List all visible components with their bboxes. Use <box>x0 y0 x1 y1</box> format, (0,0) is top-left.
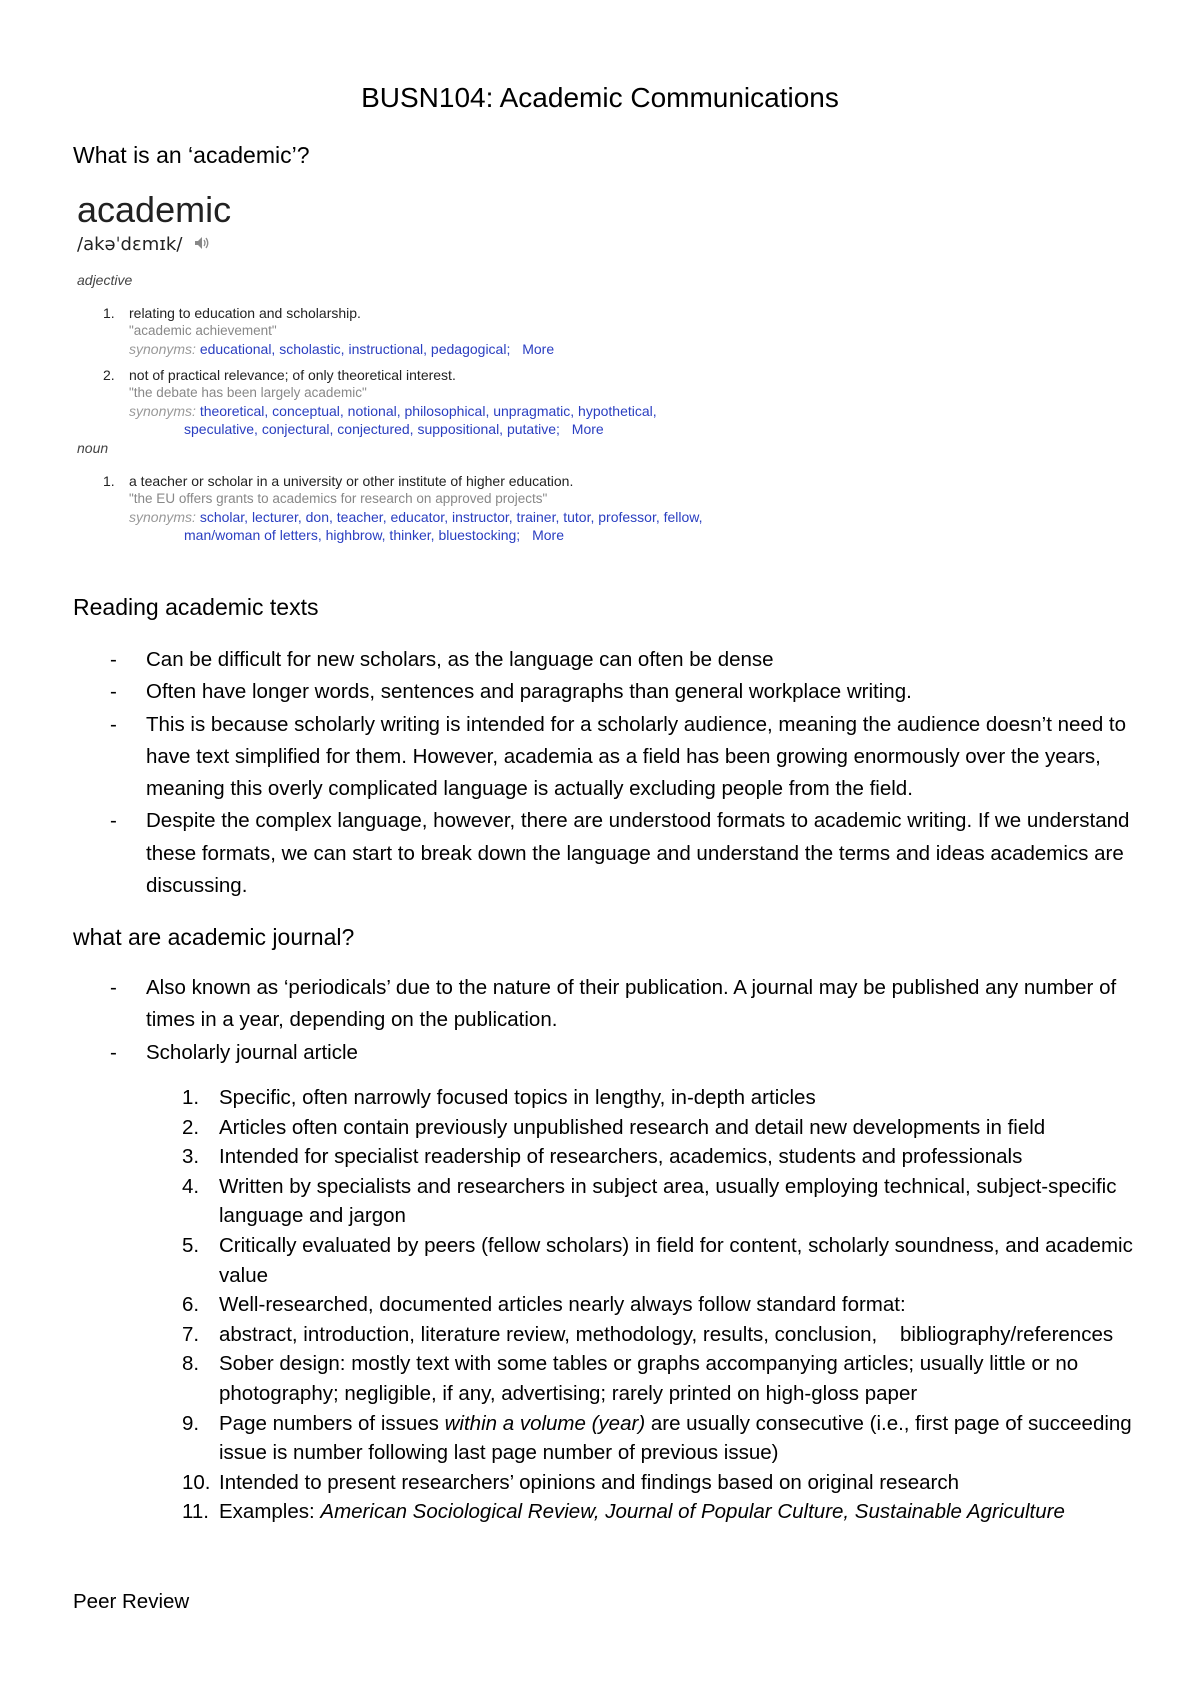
sense-synonyms <box>129 508 703 526</box>
list-item: - This is because scholarly writing is intended for a scholarly audience, meaning the audience doesn’t need to have text simplified for them. However, academia as a field has been growing enormously over the years, meaning this overly complicated language is actually excluding people from the field. <box>0 709 1200 806</box>
more-link[interactable]: More <box>532 527 564 543</box>
item-text: Critically evaluated by peers (fellow scholars) in field for content, scholarly soundness, and academic value <box>219 1233 1133 1287</box>
speaker-icon[interactable] <box>194 234 210 256</box>
item-text-italic: American Sociological Review, Journal of Popular Culture, Sustainable Agriculture <box>320 1500 1065 1524</box>
item-number: 10. <box>182 1470 211 1494</box>
sense-synonyms <box>129 340 554 358</box>
heading-reading-academic-texts: Reading academic texts <box>73 594 319 620</box>
reading-bullets <box>0 644 1200 902</box>
item-number: 9. <box>182 1411 200 1435</box>
heading-what-is-academic: What is an ‘academic’? <box>73 142 310 168</box>
numbered-item <box>0 1497 1200 1527</box>
sense-definition: a teacher or scholar in a university or other institute of higher education. <box>129 473 574 489</box>
document-title: BUSN104: Academic Communications <box>361 82 839 113</box>
item-number: 3. <box>182 1145 200 1169</box>
list-item: - Can be difficult for new scholars, as the language can often be dense <box>0 644 1200 676</box>
item-number: 7. <box>182 1322 200 1346</box>
dictionary-pronunciation <box>77 234 210 256</box>
numbered-item <box>0 1172 1200 1231</box>
sense-number: 2. <box>103 367 115 383</box>
sense-example: "academic achievement" <box>129 323 277 338</box>
more-link[interactable]: More <box>571 421 604 437</box>
numbered-item <box>0 1142 1200 1172</box>
sense-example: "the debate has been largely academic" <box>129 385 367 400</box>
heading-peer-review: Peer Review <box>73 1590 190 1613</box>
list-item: - Also known as ‘periodicals’ due to the nature of their publication. A journal may be published any number of times in a year, depending on the publication. <box>0 972 1200 1037</box>
item-number: 6. <box>182 1293 200 1317</box>
synonyms-list-continued[interactable]: man/woman of letters, highbrow, thinker, bluestocking; <box>184 527 521 543</box>
list-item: - Scholarly journal article <box>0 1037 1200 1069</box>
dictionary-word: academic <box>77 189 232 230</box>
numbered-item <box>0 1409 1200 1468</box>
item-text: Articles often contain previously unpublished research and detail new developments in field <box>219 1115 1046 1139</box>
synonyms-list[interactable]: scholar, lecturer, don, teacher, educator, instructor, trainer, tutor, professor, fellow, <box>199 509 703 525</box>
item-text-after: are usually consecutive (i.e., first page of succeeding issue is number following last page number of previous issue) <box>219 1411 1132 1465</box>
sense-definition: relating to education and scholarship. <box>129 305 361 321</box>
item-number: 8. <box>182 1352 200 1376</box>
item-text: Intended to present researchers’ opinions and findings based on original research <box>219 1470 959 1494</box>
item-text: abstract, introduction, literature review, methodology, results, conclusion, bibliography/references <box>219 1322 1114 1346</box>
pos-noun: noun <box>77 440 109 456</box>
item-text: Specific, often narrowly focused topics in lengthy, in-depth articles <box>219 1086 816 1109</box>
synonyms-list[interactable]: educational, scholastic, instructional, pedagogical; <box>199 341 511 357</box>
item-text: Written by specialists and researchers in subject area, usually employing technical, subject-specific language and jargon <box>219 1174 1117 1228</box>
sense-synonyms-continued <box>184 420 604 438</box>
sense-number: 1. <box>103 473 115 489</box>
sense-number: 1. <box>103 305 115 321</box>
pos-adjective: adjective <box>77 272 133 288</box>
item-number: 1. <box>182 1086 200 1109</box>
item-number: 4. <box>182 1174 200 1198</box>
item-number: 11. <box>182 1500 209 1524</box>
sense-synonyms-continued <box>184 526 564 544</box>
dictionary-entry <box>77 188 837 563</box>
item-text: Well-researched, documented articles nearly always follow standard format: <box>219 1293 906 1317</box>
list-item: - Often have longer words, sentences and paragraphs than general workplace writing. <box>0 676 1200 708</box>
journal-article-features <box>0 1083 1200 1527</box>
pronunciation-text: /akəˈdɛmɪk/ <box>77 234 183 255</box>
numbered-item <box>0 1290 1200 1320</box>
item-text: Sober design: mostly text with some tables or graphs accompanying articles; usually little or no photography; negligible, if any, advertising; rarely printed on high-gloss paper <box>219 1352 1079 1405</box>
numbered-item <box>0 1083 1200 1113</box>
numbered-item <box>0 1349 1200 1408</box>
item-number: 2. <box>182 1115 200 1139</box>
numbered-item <box>0 1113 1200 1143</box>
sense-example: "the EU offers grants to academics for research on approved projects" <box>129 491 548 506</box>
synonyms-list-continued[interactable]: speculative, conjectural, conjectured, suppositional, putative; <box>184 421 560 437</box>
synonyms-label: synonyms: <box>129 509 196 525</box>
item-text-before: Examples: <box>219 1500 321 1524</box>
synonyms-label: synonyms: <box>129 403 196 419</box>
sense-synonyms <box>129 402 657 420</box>
item-number: 5. <box>182 1233 200 1257</box>
journal-bullets <box>0 972 1200 1069</box>
more-link[interactable]: More <box>522 341 555 357</box>
numbered-item <box>0 1231 1200 1290</box>
numbered-item <box>0 1468 1200 1498</box>
item-text-italic: within a volume (year) <box>444 1411 646 1435</box>
item-text: Intended for specialist readership of researchers, academics, students and professionals <box>219 1145 1023 1169</box>
numbered-item <box>0 1320 1200 1350</box>
synonyms-list[interactable]: theoretical, conceptual, notional, philosophical, unpragmatic, hypothetical, <box>199 403 657 419</box>
sense-definition: not of practical relevance; of only theoretical interest. <box>129 367 456 383</box>
heading-academic-journal: what are academic journal? <box>73 924 355 950</box>
item-text-before: Page numbers of issues <box>219 1411 445 1435</box>
list-item: - Despite the complex language, however, there are understood formats to academic writing. If we understand these formats, we can start to break down the language and understand the terms and ideas academics are discussing. <box>0 805 1200 902</box>
synonyms-label: synonyms: <box>129 341 196 357</box>
